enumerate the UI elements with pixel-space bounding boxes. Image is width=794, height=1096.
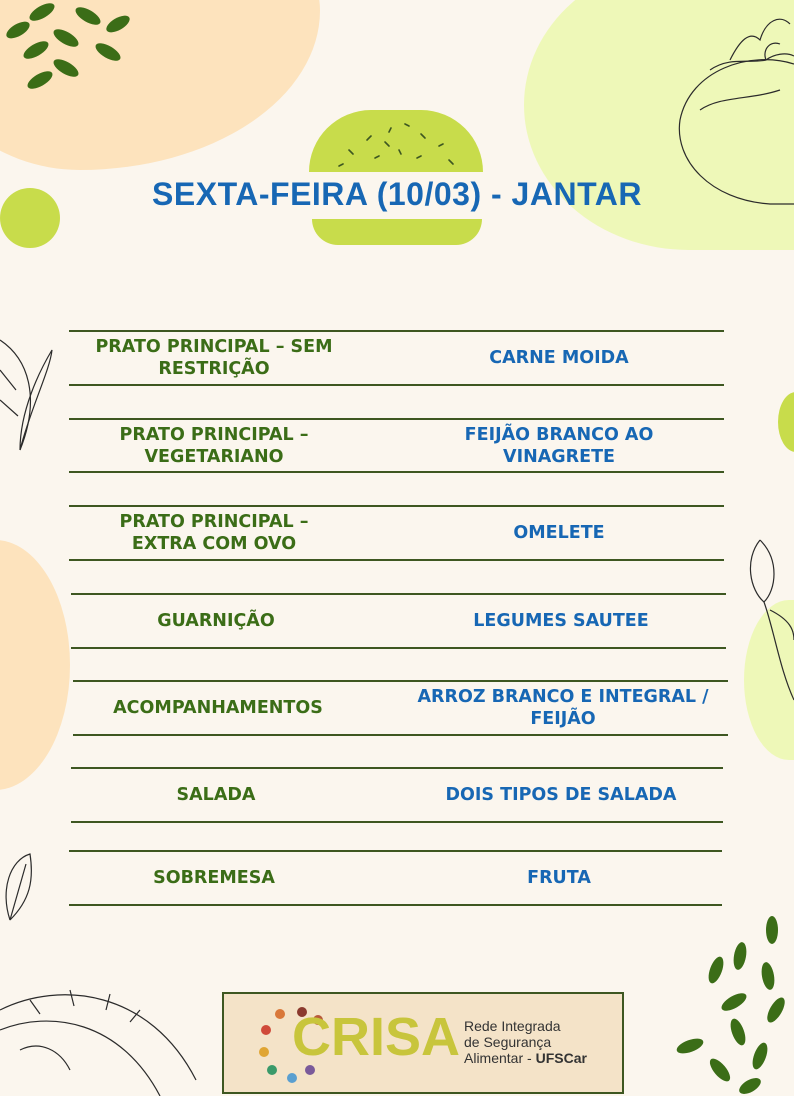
menu-category: PRATO PRINCIPAL – VEGETARIANO bbox=[119, 424, 309, 467]
lime-dot-decoration bbox=[778, 392, 794, 452]
page-title: SEXTA-FEIRA (10/03) - JANTAR bbox=[152, 176, 642, 212]
crisa-logo bbox=[222, 992, 624, 1094]
tagline-text: Alimentar - bbox=[464, 1050, 536, 1066]
tagline-line bbox=[464, 1050, 587, 1066]
seeds-illustration-icon bbox=[660, 910, 794, 1096]
tagline-line: de Segurança bbox=[464, 1034, 552, 1050]
menu-row bbox=[69, 418, 724, 473]
logo-tagline bbox=[464, 1018, 587, 1066]
taco-illustration-icon bbox=[0, 980, 200, 1096]
logo-wordmark: CRISA bbox=[292, 1007, 461, 1067]
menu-item: CARNE MOIDA bbox=[489, 348, 629, 368]
menu-row bbox=[69, 330, 724, 386]
leaf-illustration-icon bbox=[0, 330, 56, 460]
menu-category: SALADA bbox=[176, 785, 256, 805]
menu-row bbox=[69, 505, 724, 561]
menu-category: ACOMPANHAMENTOS bbox=[113, 698, 323, 718]
menu-item: FRUTA bbox=[527, 868, 591, 888]
menu-item: OMELETE bbox=[513, 523, 605, 543]
menu-row bbox=[73, 680, 728, 736]
tagline-bold: UFSCar bbox=[535, 1050, 587, 1066]
menu-row bbox=[71, 593, 726, 649]
menu-category: SOBREMESA bbox=[153, 868, 275, 888]
peach-blob-decoration bbox=[0, 540, 70, 790]
menu-item: LEGUMES SAUTEE bbox=[473, 611, 649, 631]
leaf-illustration-icon bbox=[0, 850, 40, 930]
menu-category: GUARNIÇÃO bbox=[157, 611, 275, 631]
menu-item: DOIS TIPOS DE SALADA bbox=[445, 785, 677, 805]
menu-row bbox=[69, 850, 722, 906]
seeds-illustration-icon bbox=[0, 0, 140, 100]
sesame-seeds-icon bbox=[309, 110, 483, 172]
menu-row bbox=[71, 767, 723, 823]
menu-item: FEIJÃO BRANCO AO VINAGRETE bbox=[464, 424, 654, 467]
chard-illustration-icon bbox=[740, 530, 794, 710]
burger-bun-bottom-decoration bbox=[312, 219, 482, 245]
menu-category: PRATO PRINCIPAL – EXTRA COM OVO bbox=[119, 512, 309, 554]
tagline-line: Rede Integrada bbox=[464, 1018, 561, 1034]
menu-category: PRATO PRINCIPAL – SEM RESTRIÇÃO bbox=[95, 337, 333, 379]
menu-item: ARROZ BRANCO E INTEGRAL / FEIJÃO bbox=[417, 687, 709, 729]
